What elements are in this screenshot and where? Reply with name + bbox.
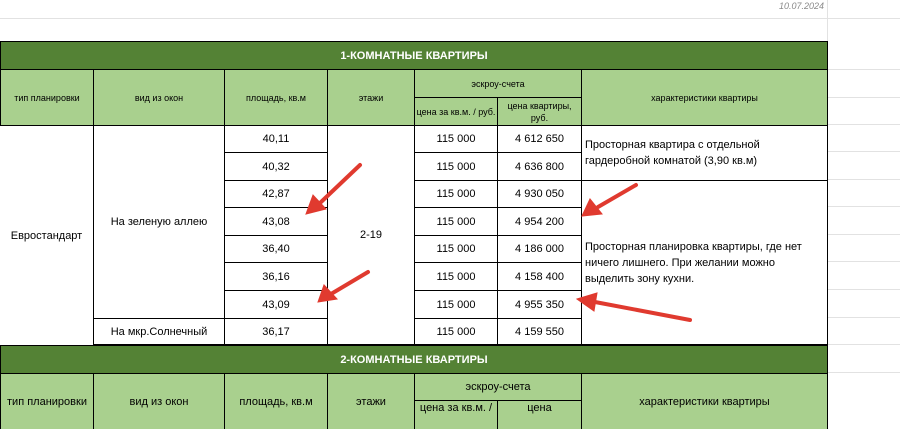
gridline bbox=[827, 372, 900, 373]
cell-price-per-sqm[interactable]: 115 000 bbox=[414, 235, 497, 262]
cell-view-green-alley[interactable]: На зеленую аллею bbox=[93, 125, 224, 318]
gridline bbox=[0, 18, 900, 19]
cell-area[interactable]: 36,16 bbox=[224, 262, 327, 290]
cell-view-solnechny[interactable]: На мкр.Солнечный bbox=[93, 318, 224, 345]
cell-layout-type[interactable]: Евростандарт bbox=[0, 125, 93, 345]
header-floors[interactable]: этажи bbox=[327, 373, 414, 429]
header-layout-type[interactable]: тип планировки bbox=[0, 373, 93, 429]
date-label: 10.07.2024 bbox=[778, 1, 824, 11]
cell-price-per-sqm[interactable]: 115 000 bbox=[414, 125, 497, 152]
cell-price-per-sqm[interactable]: 115 000 bbox=[414, 207, 497, 235]
cell-area[interactable]: 36,40 bbox=[224, 235, 327, 262]
cell-features-open-plan[interactable]: Просторная планировка квартиры, где нет ничего лишнего. При желании можно выделить зону кухни. bbox=[581, 180, 828, 345]
section-title-1room[interactable]: 1-КОМНАТНЫЕ КВАРТИРЫ bbox=[0, 41, 828, 69]
header-features[interactable]: характеристики квартиры bbox=[581, 373, 828, 429]
cell-price-per-sqm[interactable]: 115 000 bbox=[414, 290, 497, 318]
cell-apartment-price[interactable]: 4 612 650 bbox=[497, 125, 581, 152]
cell-price-per-sqm[interactable]: 115 000 bbox=[414, 180, 497, 207]
cell-price-per-sqm[interactable]: 115 000 bbox=[414, 152, 497, 180]
header-apartment-price[interactable]: цена bbox=[497, 400, 581, 429]
header-window-view[interactable]: вид из окон bbox=[93, 69, 224, 125]
cell-area[interactable]: 40,32 bbox=[224, 152, 327, 180]
header-price-per-sqm[interactable]: цена за кв.м. / bbox=[414, 400, 497, 429]
cell-price-per-sqm[interactable]: 115 000 bbox=[414, 318, 497, 345]
cell-price-per-sqm[interactable]: 115 000 bbox=[414, 262, 497, 290]
cell-apartment-price[interactable]: 4 159 550 bbox=[497, 318, 581, 345]
header-layout-type[interactable]: тип планировки bbox=[0, 69, 93, 125]
cell-area[interactable]: 43,09 bbox=[224, 290, 327, 318]
gridline bbox=[827, 234, 900, 235]
cell-apartment-price[interactable]: 4 955 350 bbox=[497, 290, 581, 318]
cell-area[interactable]: 40,11 bbox=[224, 125, 327, 152]
header-area[interactable]: площадь, кв.м bbox=[224, 69, 327, 125]
gridline bbox=[827, 261, 900, 262]
cell-area[interactable]: 42,87 bbox=[224, 180, 327, 207]
cell-floors[interactable]: 2-19 bbox=[327, 125, 414, 345]
header-escrow[interactable]: эскроу-счета bbox=[414, 373, 581, 400]
cell-apartment-price[interactable]: 4 636 800 bbox=[497, 152, 581, 180]
header-window-view[interactable]: вид из окон bbox=[93, 373, 224, 429]
gridline bbox=[827, 344, 900, 345]
cell-area[interactable]: 43,08 bbox=[224, 207, 327, 235]
gridline bbox=[827, 151, 900, 152]
header-escrow[interactable]: эскроу-счета bbox=[414, 69, 581, 97]
cell-apartment-price[interactable]: 4 158 400 bbox=[497, 262, 581, 290]
cell-apartment-price[interactable]: 4 954 200 bbox=[497, 207, 581, 235]
gridline bbox=[827, 317, 900, 318]
gridline bbox=[827, 179, 900, 180]
gridline bbox=[827, 69, 900, 70]
header-price-per-sqm[interactable]: цена за кв.м. / руб. bbox=[414, 97, 497, 125]
header-apartment-price[interactable]: цена квартиры, руб. bbox=[497, 97, 581, 125]
cell-apartment-price[interactable]: 4 186 000 bbox=[497, 235, 581, 262]
cell-area[interactable]: 36,17 bbox=[224, 318, 327, 345]
gridline bbox=[827, 97, 900, 98]
section-title-2room[interactable]: 2-КОМНАТНЫЕ КВАРТИРЫ bbox=[0, 345, 828, 373]
header-area[interactable]: площадь, кв.м bbox=[224, 373, 327, 429]
cell-features-wardrobe[interactable]: Просторная квартира с отдельной гардеробной комнатой (3,90 кв.м) bbox=[581, 125, 828, 180]
header-features[interactable]: характеристики квартиры bbox=[581, 69, 828, 125]
gridline bbox=[827, 289, 900, 290]
gridline bbox=[827, 206, 900, 207]
header-floors[interactable]: этажи bbox=[327, 69, 414, 125]
cell-apartment-price[interactable]: 4 930 050 bbox=[497, 180, 581, 207]
gridline bbox=[827, 124, 900, 125]
